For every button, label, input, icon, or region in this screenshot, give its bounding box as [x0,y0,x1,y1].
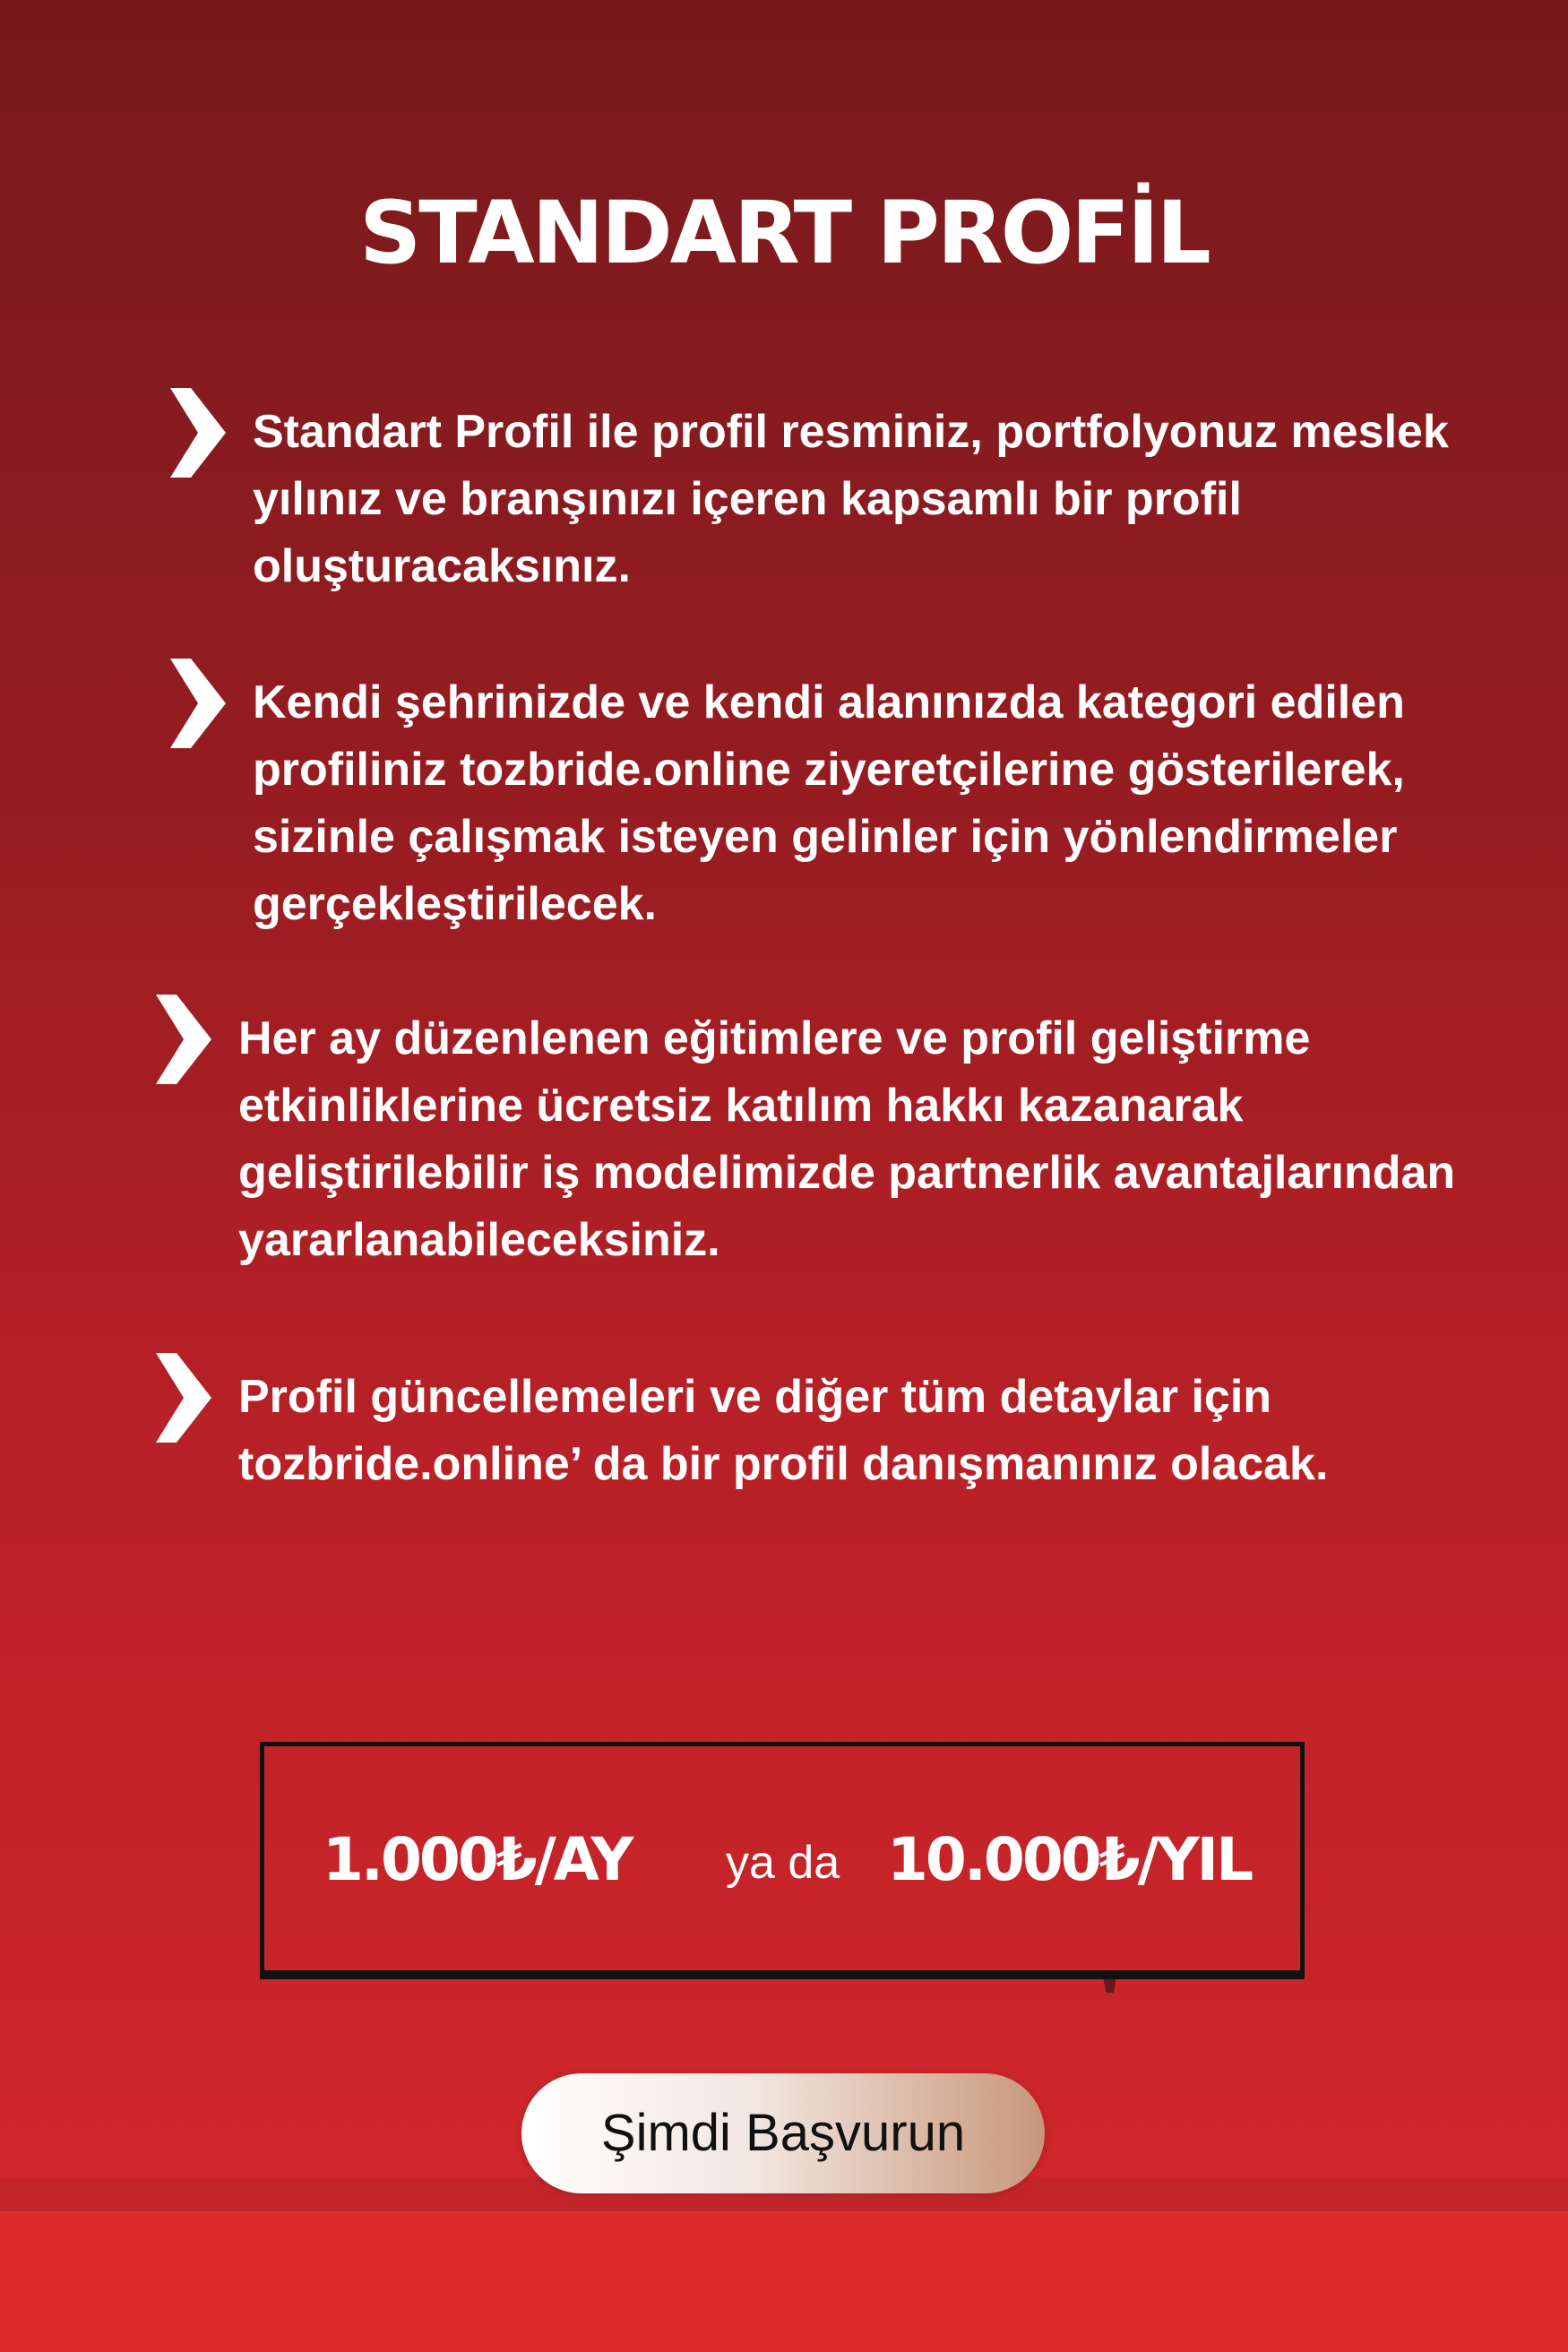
chevron-right-icon [154,995,213,1084]
feature-line: Her ay düzenlenen eğitimlere ve profil geliştirme [238,1012,1311,1064]
feature-line: profiliniz tozbride.online ziyeretçilerine gösterilerek, [253,744,1405,796]
feature-text [238,1005,1455,1274]
feature-line: yararlanabileceksiniz. [238,1214,720,1266]
feature-line: Profil güncellemeleri ve diğer tüm detaylar için [238,1371,1272,1423]
feature-line: Kendi şehrinizde ve kendi alanınızda kategori edilen [253,676,1405,728]
feature-text [238,1364,1328,1498]
feature-line: oluşturacaksınız. [253,540,631,592]
page-title: STANDART PROFİL [359,183,1209,283]
feature-text [253,399,1449,600]
feature-line: yılınız ve branşınızı içeren kapsamlı bir profil [253,473,1242,525]
feature-line: gerçekleştirilecek. [253,878,657,930]
chevron-right-icon [168,659,228,748]
price-separator: ya da [726,1837,840,1889]
feature-line: geliştirilebilir iş modelimizde partnerlik avantajlarından [238,1147,1456,1199]
apply-now-button[interactable]: Şimdi Başvurun [521,2073,1045,2193]
feature-line: etkinliklerine ücretsiz katılım hakkı kazanarak [238,1080,1244,1132]
feature-line: sizinle çalışmak isteyen gelinler için yönlendirmeler [253,811,1398,863]
feature-text [253,669,1405,938]
yearly-price: 10.000₺/YIL [887,1825,1252,1894]
footer-band [0,2211,1568,2352]
chevron-right-icon [168,388,228,478]
price-box [260,1742,1305,1975]
feature-line: Standart Profil ile profil resminiz, portfolyonuz meslek [253,406,1449,458]
feature-line: tozbride.online’ da bir profil danışmanınız olacak. [238,1438,1329,1490]
monthly-price: 1.000₺/AY [323,1825,632,1894]
chevron-right-icon [154,1353,213,1443]
